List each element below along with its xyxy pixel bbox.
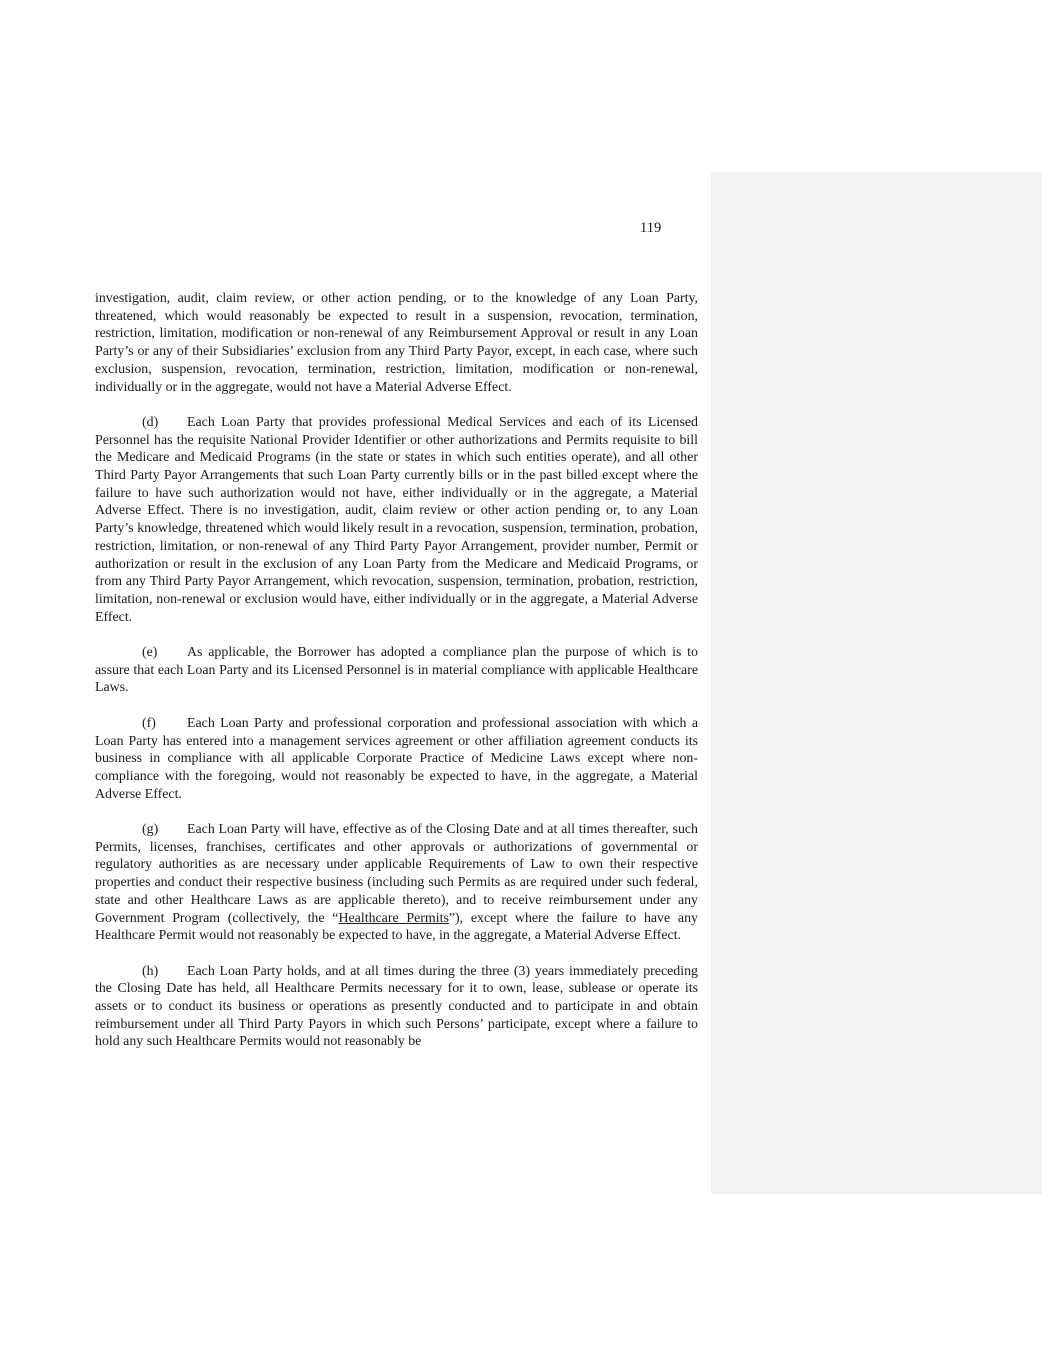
- comment-pane: [711, 172, 1042, 1194]
- paragraph-label: (d): [142, 414, 159, 430]
- page-number: 119: [640, 220, 662, 236]
- document-body: [95, 290, 698, 1069]
- paragraph-continuation: [95, 290, 698, 396]
- paragraph-f: [95, 715, 698, 804]
- paragraph-label: (h): [142, 963, 159, 979]
- paragraph-e: [95, 644, 698, 697]
- paragraph-h: [95, 963, 698, 1052]
- defined-term: Healthcare Permits: [338, 910, 449, 926]
- paragraph-label: (e): [142, 645, 158, 661]
- paragraph-text: Each Loan Party will have, effective as of the Closing Date and at all times thereafter, such Permits, licenses, franchises, certificates and other approvals or authorizations of governmental or regulatory authorities as are necessary under applicable Requirements of Law to own their respective properties and conduct their respective business (including such Permits as are required under such federal, state and other Healthcare Laws as are applicable thereto), and to receive reimbursement under any Government Program (collectively, the “: [95, 822, 698, 926]
- paragraph-text: Each Loan Party and professional corporation and professional association with which a Loan Party has entered into a management services agreement or other affiliation agreement conducts its business in compliance with all applicable Corporate Practice of Medicine Laws except where non-compliance with the foregoing, would not reasonably be expected to have, in the aggregate, a Material Adverse Effect.: [95, 715, 698, 802]
- paragraph-label: (g): [142, 822, 159, 838]
- paragraph-text: ”), except where the failure to have any Healthcare Permit would not reasonably be expected to have, in the aggregate, a Material Adverse Effect.: [95, 910, 698, 944]
- paragraph-d: [95, 414, 698, 626]
- paragraph-g: [95, 821, 698, 945]
- paragraph-text: Each Loan Party that provides professional Medical Services and each of its Licensed Personnel has the requisite National Provider Identifier or other authorizations and Permits requisite to bill the Medicare and Medicaid Programs (in the state or states in which such entities operate), and all other Third Party Payor Arrangements that such Loan Party currently bills or in the past billed except where the failure to have such authorization would not have, either individually or in the aggregate, a Material Adverse Effect. There is no investigation, audit, claim review or other action pending or, to any Loan Party’s knowledge, threatened which would likely result in a revocation, suspension, termination, probation, restriction, limitation, or non-renewal of any Third Party Payor Arrangement, provider number, Permit or authorization or result in the exclusion of any Loan Party from the Medicare and Medicaid Programs, or from any Third Party Payor Arrangement, which revocation, suspension, termination, probation, restriction, limitation, non-renewal or exclusion would have, either individually or in the aggregate, a Material Adverse Effect.: [95, 414, 698, 625]
- paragraph-text: As applicable, the Borrower has adopted a compliance plan the purpose of which is to assure that each Loan Party and its Licensed Personnel is in material compliance with applicable Healthcare Laws.: [95, 645, 698, 696]
- paragraph-text: investigation, audit, claim review, or other action pending, or to the knowledge of any Loan Party, threatened, which would reasonably be expected to result in a suspension, revocation, termination, restriction, limitation, modification or non-renewal of any Reimbursement Approval or result in any Loan Party’s or any of their Subsidiaries’ exclusion from any Third Party Payor, except, in each case, where such exclusion, suspension, revocation, termination, restriction, limitation, modification or non-renewal, individually or in the aggregate, would not have a Material Adverse Effect.: [95, 291, 698, 395]
- paragraph-text: Each Loan Party holds, and at all times during the three (3) years immediately preceding the Closing Date has held, all Healthcare Permits necessary for it to own, lease, sublease or operate its assets or to conduct its business or operations as presently conducted and to participate in and obtain reimbursement under all Third Party Payors in which such Persons’ participate, except where a failure to hold any such Healthcare Permits would not reasonably be: [95, 963, 698, 1050]
- paragraph-label: (f): [142, 715, 156, 731]
